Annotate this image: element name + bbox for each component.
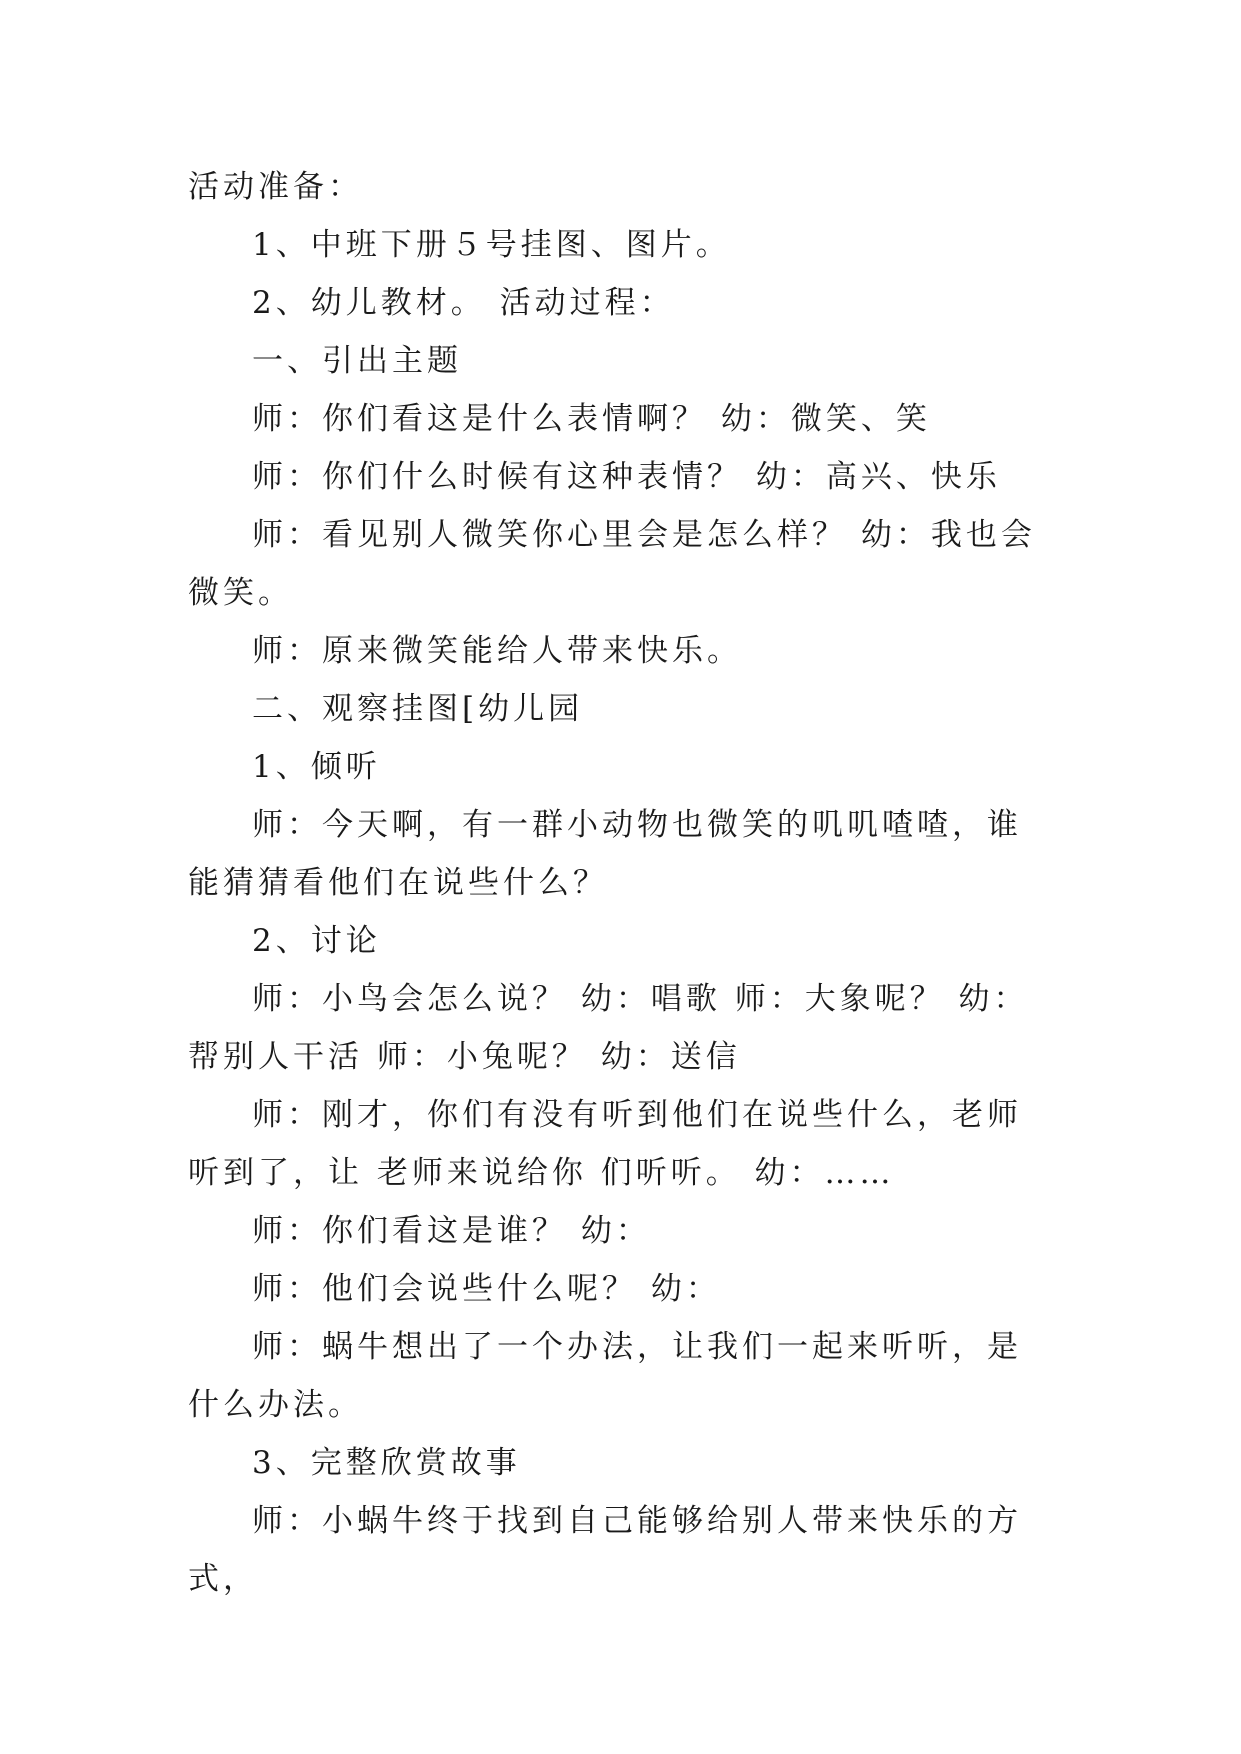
section-heading: 二、观察挂图[幼儿园 [252,691,584,727]
paragraph: 师：他们会说些什么呢？ 幼： [252,1271,721,1307]
paragraph: 师：今天啊，有一群小动物也微笑的叽叽喳喳，谁能猜猜看他们在说些什么？ [188,807,1022,901]
subsection-heading: 2、讨论 [252,923,381,959]
paragraph: 1、中班下册５号挂图、图片。 [252,227,731,263]
paragraph: 师：看见别人微笑你心里会是怎么样？ 幼：我也会微笑。 [188,517,1036,611]
paragraph: 师：你们看这是谁？ 幼： [252,1213,651,1249]
document-body [188,158,1052,1608]
paragraph: 师：你们看这是什么表情啊？ 幼：微笑、笑 [252,401,931,437]
paragraph: 师：原来微笑能给人带来快乐。 [252,633,742,669]
paragraph: 师：你们什么时候有这种表情？ 幼：高兴、快乐 [252,459,1001,495]
paragraph: 活动准备： [188,169,363,205]
paragraph: 2、幼儿教材。 活动过程： [252,285,675,321]
paragraph: 师：蜗牛想出了一个办法，让我们一起来听听，是什么办法。 [188,1329,1022,1423]
paragraph: 师：小蜗牛终于找到自己能够给别人带来快乐的方式， [188,1503,1022,1597]
paragraph: 师：小鸟会怎么说？ 幼：唱歌 师：大象呢？ 幼：帮别人干活 师：小兔呢？ 幼：送信 [188,981,1029,1075]
subsection-heading: 1、倾听 [252,749,381,785]
paragraph: 师：刚才，你们有没有听到他们在说些什么，老师听到了，让 老师来说给你 们听听。 幼：…… [188,1097,1022,1191]
subsection-heading: 3、完整欣赏故事 [252,1445,521,1481]
section-heading: 一、引出主题 [252,343,462,379]
